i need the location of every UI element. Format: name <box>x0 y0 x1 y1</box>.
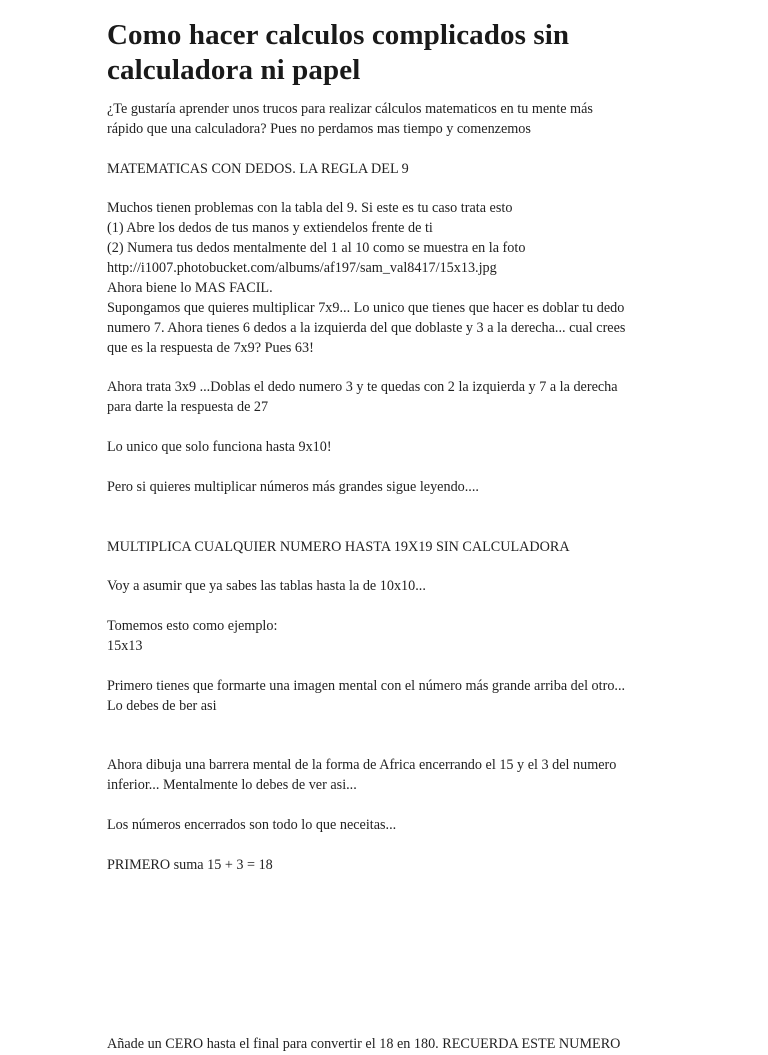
blank-line <box>107 657 667 677</box>
blank-line <box>107 140 667 160</box>
body-line: inferior... Mentalmente lo debes de ver asi... <box>107 777 357 794</box>
blank-line <box>107 518 667 538</box>
blank-line <box>107 557 667 577</box>
blank-line <box>107 597 667 617</box>
body-line: Lo debes de ber asi <box>107 697 217 714</box>
body-line: Los números encerrados son todo lo que neceitas... <box>107 817 397 834</box>
body-line: Ahora biene lo MAS FACIL. <box>107 280 273 297</box>
blank-line <box>107 796 667 816</box>
body-line: MULTIPLICA CUALQUIER NUMERO HASTA 19X19 SIN CALCULADORA <box>107 538 570 555</box>
blank-line <box>107 836 667 856</box>
blank-line <box>107 1015 667 1035</box>
blank-line <box>107 180 667 200</box>
body-line: para darte la respuesta de 27 <box>107 399 269 416</box>
body-line: PRIMERO suma 15 + 3 = 18 <box>107 856 273 873</box>
body-line: Voy a asumir que ya sabes las tablas hasta la de 10x10... <box>107 578 426 595</box>
blank-line <box>107 458 667 478</box>
title-line: calculadora ni papel <box>107 54 361 86</box>
body-line: Pero si quieres multiplicar números más grandes sigue leyendo.... <box>107 478 479 495</box>
blank-line <box>107 935 667 955</box>
blank-line <box>107 995 667 1015</box>
blank-line <box>107 916 667 936</box>
body-line: Primero tienes que formarte una imagen mental con el número más grande arriba del otro... <box>107 677 626 694</box>
body-line: numero 7. Ahora tienes 6 dedos a la izquierda del que doblaste y 3 a la derecha... cual crees <box>107 319 626 336</box>
body-line: 15x13 <box>107 638 143 655</box>
blank-line <box>107 498 667 518</box>
body-line: Lo unico que solo funciona hasta 9x10! <box>107 439 332 456</box>
body-line: Supongamos que quieres multiplicar 7x9... Lo unico que tienes que hacer es doblar tu dedo <box>107 299 625 316</box>
blank-line <box>107 418 667 438</box>
body-line: ¿Te gustaría aprender unos trucos para realizar cálculos matematicos en tu mente más <box>107 101 593 117</box>
article <box>107 18 667 1055</box>
blank-line <box>107 975 667 995</box>
body-line: Tomemos esto como ejemplo: <box>107 618 278 635</box>
blank-line <box>107 876 667 896</box>
blank-line <box>107 955 667 975</box>
body-line: Añade un CERO hasta el final para convertir el 18 en 180. RECUERDA ESTE NUMERO <box>107 1035 621 1052</box>
body-line: (1) Abre los dedos de tus manos y extiendelos frente de ti <box>107 220 433 237</box>
article-title <box>107 18 667 88</box>
photo-url-text: http://i1007.photobucket.com/albums/af197/sam_val8417/15x13.jpg <box>107 260 497 277</box>
body-line: Ahora trata 3x9 ...Doblas el dedo numero 3 y te quedas con 2 la izquierda y 7 a la derecha <box>107 379 618 396</box>
blank-line <box>107 737 667 757</box>
article-body <box>107 100 667 1055</box>
body-line: rápido que una calculadora? Pues no perdamos mas tiempo y comenzemos <box>107 120 531 137</box>
body-line: Ahora dibuja una barrera mental de la forma de Africa encerrando el 15 y el 3 del numero <box>107 757 617 774</box>
body-line: que es la respuesta de 7x9? Pues 63! <box>107 339 314 356</box>
body-line: MATEMATICAS CON DEDOS. LA REGLA DEL 9 <box>107 160 409 177</box>
title-line: Como hacer calculos complicados sin <box>107 19 570 51</box>
blank-line <box>107 717 667 737</box>
body-line: Muchos tienen problemas con la tabla del 9. Si este es tu caso trata esto <box>107 200 513 217</box>
blank-line <box>107 896 667 916</box>
body-line: (2) Numera tus dedos mentalmente del 1 al 10 como se muestra en la foto <box>107 240 526 257</box>
blank-line <box>107 359 667 379</box>
